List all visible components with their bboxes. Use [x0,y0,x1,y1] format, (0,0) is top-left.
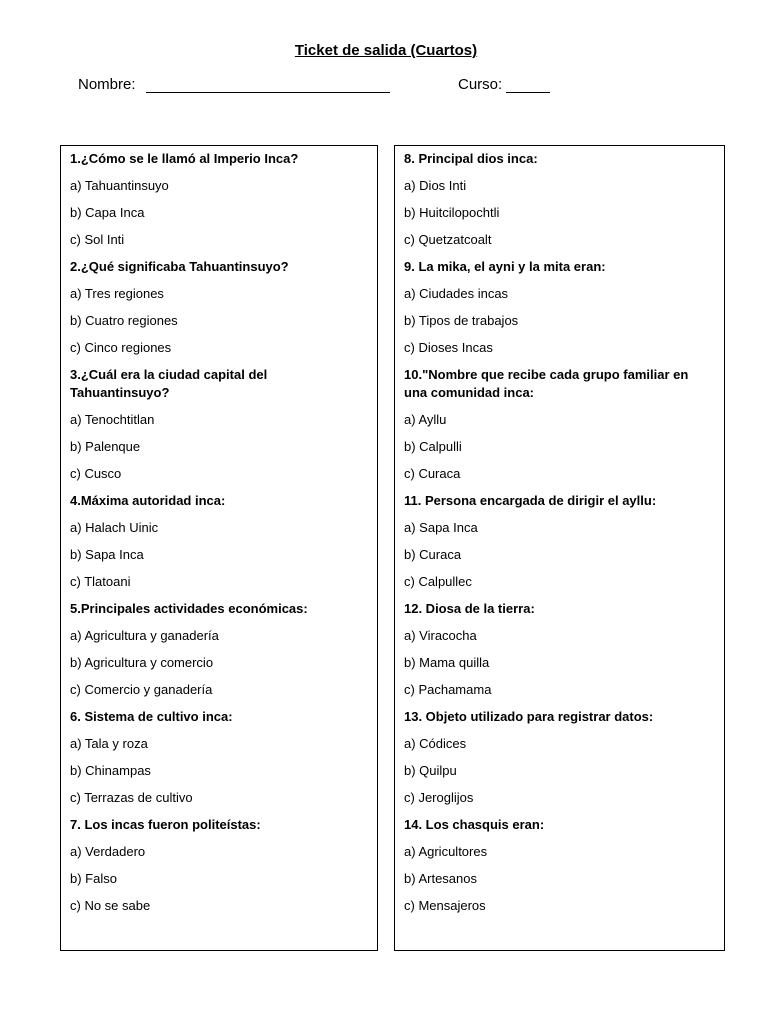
question-text: 10."Nombre que recibe cada grupo familiar en una comunidad inca: [404,367,689,400]
question-text: 4.Máxima autoridad inca: [70,493,226,508]
answer-option: a) Tenochtitlan [70,412,155,427]
answer-option: b) Falso [70,871,117,886]
answer-option: b) Agricultura y comercio [70,655,214,670]
course-field-line[interactable] [506,92,550,93]
answer-option: c) Terrazas de cultivo [70,790,193,805]
question-text: 1.¿Cómo se le llamó al Imperio Inca? [70,151,299,166]
answer-option: a) Sapa Inca [404,520,478,535]
answer-option: b) Quilpu [404,763,457,778]
answer-option: b) Chinampas [70,763,151,778]
answer-option: c) Quetzatcoalt [404,232,492,247]
question-text: 2.¿Qué significaba Tahuantinsuyo? [70,259,289,274]
answer-option: a) Tahuantinsuyo [70,178,169,193]
answer-option: b) Huitcilopochtli [404,205,500,220]
answer-option: c) Cinco regiones [70,340,172,355]
question-block [70,366,368,483]
answer-option: c) Comercio y ganadería [70,682,213,697]
question-text: 13. Objeto utilizado para registrar datos: [404,709,654,724]
answer-option: c) No se sabe [70,898,151,913]
answer-option: b) Mama quilla [404,655,490,670]
question-text: 7. Los incas fueron politeístas: [70,817,261,832]
questions-right-column [394,145,725,951]
answer-option: b) Curaca [404,547,462,562]
question-block [404,366,715,483]
question-block [70,258,368,357]
question-block [70,816,368,915]
question-text: 11. Persona encargada de dirigir el ayllu: [404,493,657,508]
answer-option: c) Tlatoani [70,574,131,589]
question-block [70,708,368,807]
answer-option: c) Calpullec [404,574,472,589]
answer-option: c) Mensajeros [404,898,486,913]
answer-option: a) Códices [404,736,467,751]
questions-left-column [60,145,378,951]
question-text: 12. Diosa de la tierra: [404,601,535,616]
question-block [404,258,715,357]
name-label: Nombre: [78,76,136,93]
answer-option: a) Viracocha [404,628,477,643]
answer-option: b) Sapa Inca [70,547,144,562]
student-info-row [78,76,598,98]
answer-option: c) Sol Inti [70,232,125,247]
question-text: 9. La mika, el ayni y la mita eran: [404,259,606,274]
answer-option: b) Capa Inca [70,205,145,220]
question-text: 5.Principales actividades económicas: [70,601,308,616]
answer-option: a) Tres regiones [70,286,164,301]
page-title: Ticket de salida (Cuartos) [294,42,478,59]
question-block [404,600,715,699]
answer-option: b) Cuatro regiones [70,313,178,328]
question-text: 14. Los chasquis eran: [404,817,545,832]
question-block [70,600,368,699]
question-block [404,150,715,249]
answer-option: a) Ciudades incas [404,286,509,301]
question-block [404,816,715,915]
course-label: Curso: [458,76,503,93]
answer-option: b) Calpulli [404,439,462,454]
answer-option: a) Halach Uinic [70,520,159,535]
answer-option: a) Agricultura y ganadería [70,628,219,643]
answer-option: c) Dioses Incas [404,340,493,355]
answer-option: b) Palenque [70,439,141,454]
question-text: 8. Principal dios inca: [404,151,538,166]
answer-option: c) Curaca [404,466,461,481]
question-block [70,150,368,249]
question-block [70,492,368,591]
question-text: 3.¿Cuál era la ciudad capital del Tahuantinsuyo? [70,367,268,400]
question-block [404,492,715,591]
answer-option: a) Verdadero [70,844,146,859]
question-block [404,708,715,807]
answer-option: b) Artesanos [404,871,477,886]
answer-option: c) Cusco [70,466,122,481]
answer-option: a) Tala y roza [70,736,148,751]
answer-option: b) Tipos de trabajos [404,313,519,328]
answer-option: a) Ayllu [404,412,447,427]
answer-option: c) Jeroglijos [404,790,474,805]
answer-option: a) Dios Inti [404,178,467,193]
question-text: 6. Sistema de cultivo inca: [70,709,233,724]
answer-option: c) Pachamama [404,682,492,697]
answer-option: a) Agricultores [404,844,488,859]
name-field-line[interactable] [146,92,390,93]
